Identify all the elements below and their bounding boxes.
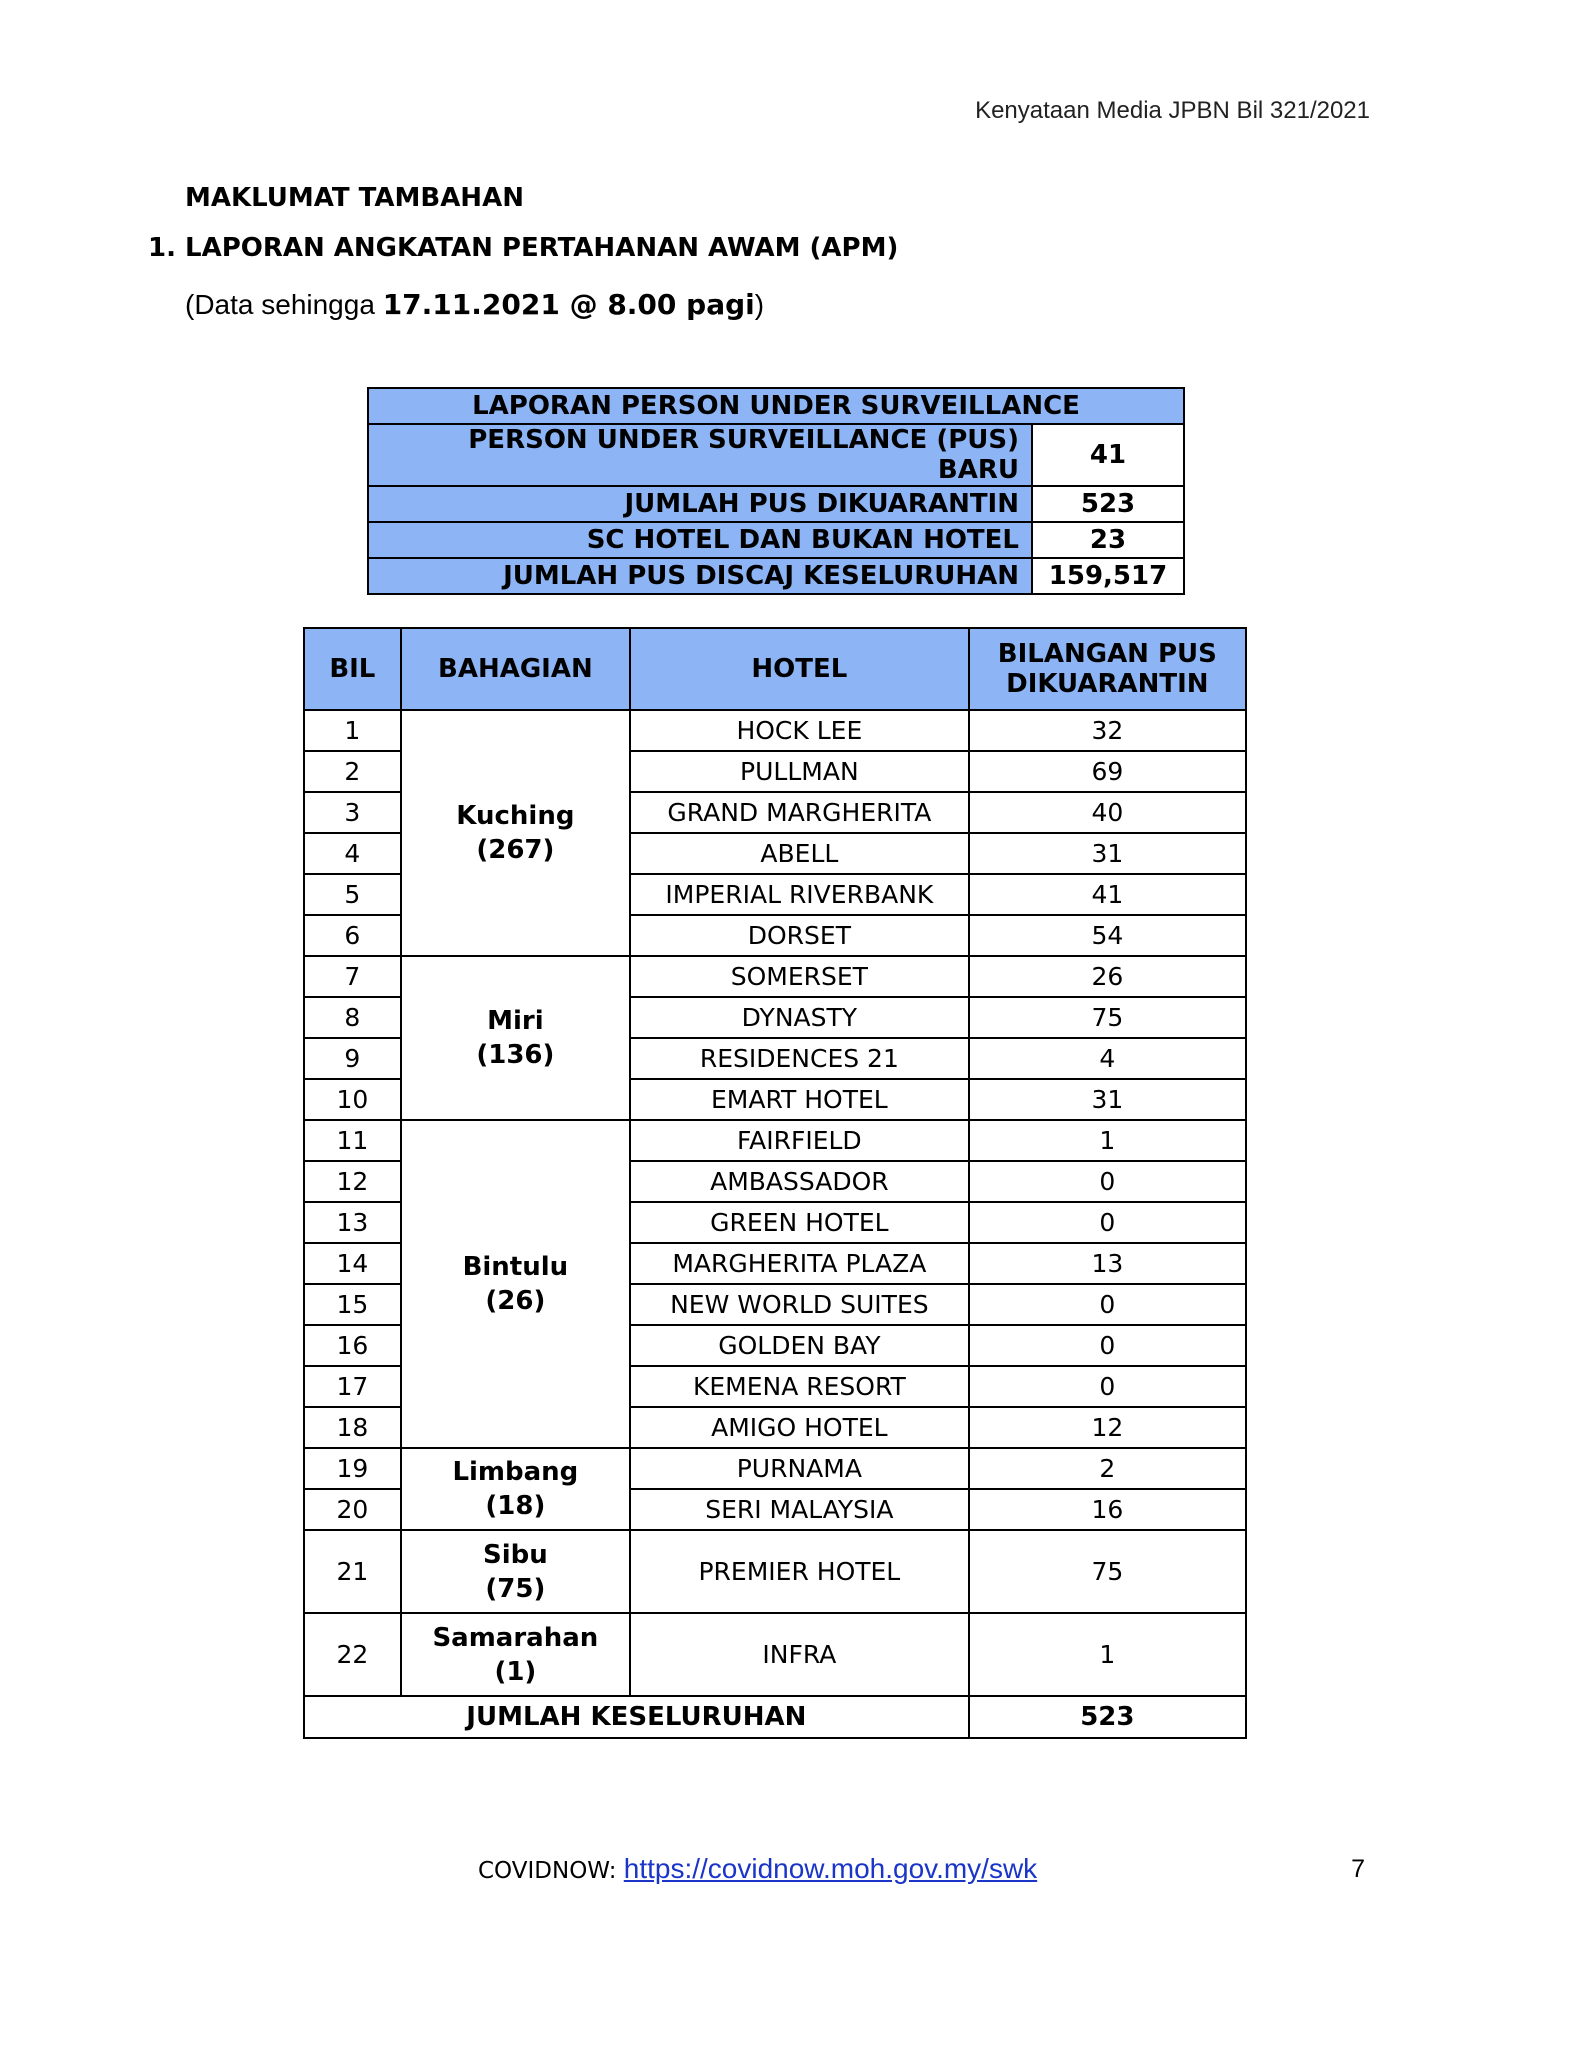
pus-count-cell: 26 [969, 956, 1246, 997]
bil-cell: 3 [304, 792, 401, 833]
document-reference: Kenyataan Media JPBN Bil 321/2021 [975, 97, 1370, 124]
bil-cell: 17 [304, 1366, 401, 1407]
bil-cell: 19 [304, 1448, 401, 1489]
bil-cell: 18 [304, 1407, 401, 1448]
pus-count-cell: 31 [969, 1079, 1246, 1120]
bil-cell: 6 [304, 915, 401, 956]
pus-count-cell: 54 [969, 915, 1246, 956]
bil-cell: 5 [304, 874, 401, 915]
hotel-table-header-row [304, 628, 1246, 710]
pus-count-cell: 75 [969, 997, 1246, 1038]
hotel-name-cell: IMPERIAL RIVERBANK [630, 874, 969, 915]
bil-cell: 10 [304, 1079, 401, 1120]
pus-row-value: 23 [1032, 522, 1184, 558]
pus-row-value: 523 [1032, 486, 1184, 522]
pus-count-cell: 13 [969, 1243, 1246, 1284]
division-total: (136) [476, 1040, 555, 1070]
division-total: (18) [485, 1491, 546, 1521]
division-total: (267) [476, 835, 555, 865]
pus-count-cell: 16 [969, 1489, 1246, 1530]
hotel-name-cell: EMART HOTEL [630, 1079, 969, 1120]
total-row [304, 1696, 1246, 1738]
heading-text: LAPORAN ANGKATAN PERTAHANAN AWAM (APM) [185, 233, 899, 263]
table-row [304, 956, 1246, 997]
pus-count-cell: 32 [969, 710, 1246, 751]
bil-cell: 4 [304, 833, 401, 874]
bil-cell: 8 [304, 997, 401, 1038]
pus-title-row [368, 388, 1184, 424]
table-row [304, 710, 1246, 751]
hotel-name-cell: DORSET [630, 915, 969, 956]
pus-count-cell: 41 [969, 874, 1246, 915]
division-cell [401, 956, 630, 1120]
division-name: Limbang [452, 1457, 579, 1487]
section-heading [148, 233, 898, 263]
table-row [304, 1448, 1246, 1489]
hotel-name-cell: GREEN HOTEL [630, 1202, 969, 1243]
pus-row-value: 41 [1032, 424, 1184, 486]
bil-cell: 12 [304, 1161, 401, 1202]
note-prefix: (Data sehingga [185, 289, 383, 320]
pus-table-title: LAPORAN PERSON UNDER SURVEILLANCE [368, 388, 1184, 424]
division-total: (1) [494, 1656, 537, 1687]
pus-summary-table [367, 387, 1185, 595]
division-cell [401, 1613, 630, 1696]
hotel-name-cell: DYNASTY [630, 997, 969, 1038]
hotel-name-cell: FAIRFIELD [630, 1120, 969, 1161]
hotel-name-cell: SOMERSET [630, 956, 969, 997]
bil-cell: 15 [304, 1284, 401, 1325]
bil-cell: 16 [304, 1325, 401, 1366]
pus-count-cell: 2 [969, 1448, 1246, 1489]
division-name: Kuching [456, 801, 575, 831]
header-bahagian: BAHAGIAN [401, 628, 630, 710]
header-bilangan-pus: BILANGAN PUS DIKUARANTIN [969, 628, 1246, 710]
bil-cell: 7 [304, 956, 401, 997]
bil-cell: 13 [304, 1202, 401, 1243]
bil-cell: 11 [304, 1120, 401, 1161]
division-name: Miri [487, 1006, 544, 1036]
hotel-name-cell: SERI MALAYSIA [630, 1489, 969, 1530]
bil-cell: 9 [304, 1038, 401, 1079]
pus-count-cell: 31 [969, 833, 1246, 874]
hotel-name-cell: INFRA [630, 1613, 969, 1696]
hotel-name-cell: ABELL [630, 833, 969, 874]
division-total: (26) [485, 1286, 546, 1316]
pus-row-label: JUMLAH PUS DIKUARANTIN [368, 486, 1032, 522]
pus-row [368, 558, 1184, 594]
pus-row [368, 486, 1184, 522]
division-cell [401, 1448, 630, 1530]
footer [478, 1853, 1037, 1885]
pus-row-value: 159,517 [1032, 558, 1184, 594]
total-label: JUMLAH KESELURUHAN [304, 1696, 969, 1738]
footer-label: COVIDNOW: [478, 1858, 624, 1884]
division-name: Sibu [482, 1539, 548, 1570]
bil-cell: 14 [304, 1243, 401, 1284]
hotel-name-cell: KEMENA RESORT [630, 1366, 969, 1407]
bil-cell: 20 [304, 1489, 401, 1530]
table-row [304, 1530, 1246, 1613]
pus-count-cell: 40 [969, 792, 1246, 833]
page-number: 7 [1351, 1855, 1365, 1883]
section-title: MAKLUMAT TAMBAHAN [185, 183, 524, 213]
header-bil: BIL [304, 628, 401, 710]
pus-count-cell: 0 [969, 1161, 1246, 1202]
pus-count-cell: 1 [969, 1613, 1246, 1696]
hotel-name-cell: RESIDENCES 21 [630, 1038, 969, 1079]
hotel-name-cell: GOLDEN BAY [630, 1325, 969, 1366]
pus-count-cell: 0 [969, 1366, 1246, 1407]
heading-number: 1. [148, 233, 176, 263]
table-row [304, 1613, 1246, 1696]
hotel-name-cell: AMIGO HOTEL [630, 1407, 969, 1448]
pus-row-label: SC HOTEL DAN BUKAN HOTEL [368, 522, 1032, 558]
note-date: 17.11.2021 @ 8.00 pagi [382, 288, 755, 321]
pus-count-cell: 0 [969, 1325, 1246, 1366]
hotel-name-cell: GRAND MARGHERITA [630, 792, 969, 833]
bil-cell: 21 [304, 1530, 401, 1613]
division-cell [401, 1530, 630, 1613]
pus-count-cell: 69 [969, 751, 1246, 792]
division-name: Samarahan [432, 1622, 599, 1653]
pus-count-cell: 0 [969, 1284, 1246, 1325]
hotel-name-cell: PREMIER HOTEL [630, 1530, 969, 1613]
hotel-name-cell: PULLMAN [630, 751, 969, 792]
table-row [304, 1120, 1246, 1161]
hotel-name-cell: AMBASSADOR [630, 1161, 969, 1202]
bil-cell: 2 [304, 751, 401, 792]
pus-count-cell: 4 [969, 1038, 1246, 1079]
pus-row-label: JUMLAH PUS DISCAJ KESELURUHAN [368, 558, 1032, 594]
hotel-quarantine-table [303, 627, 1247, 1739]
pus-row [368, 424, 1184, 486]
division-cell [401, 1120, 630, 1448]
bil-cell: 1 [304, 710, 401, 751]
division-cell [401, 710, 630, 956]
pus-count-cell: 0 [969, 1202, 1246, 1243]
hotel-name-cell: PURNAMA [630, 1448, 969, 1489]
header-hotel: HOTEL [630, 628, 969, 710]
division-name: Bintulu [462, 1252, 569, 1282]
pus-count-cell: 1 [969, 1120, 1246, 1161]
covidnow-link[interactable]: https://covidnow.moh.gov.my/swk [623, 1853, 1038, 1884]
note-suffix: ) [754, 289, 765, 320]
pus-count-cell: 12 [969, 1407, 1246, 1448]
data-date-note [185, 288, 764, 321]
division-total: (75) [485, 1573, 546, 1604]
bil-cell: 22 [304, 1613, 401, 1696]
hotel-name-cell: MARGHERITA PLAZA [630, 1243, 969, 1284]
hotel-name-cell: NEW WORLD SUITES [630, 1284, 969, 1325]
hotel-table-body [304, 710, 1246, 1696]
pus-row [368, 522, 1184, 558]
pus-row-label: PERSON UNDER SURVEILLANCE (PUS) BARU [368, 424, 1032, 486]
hotel-name-cell: HOCK LEE [630, 710, 969, 751]
total-value: 523 [969, 1696, 1246, 1738]
pus-count-cell: 75 [969, 1530, 1246, 1613]
